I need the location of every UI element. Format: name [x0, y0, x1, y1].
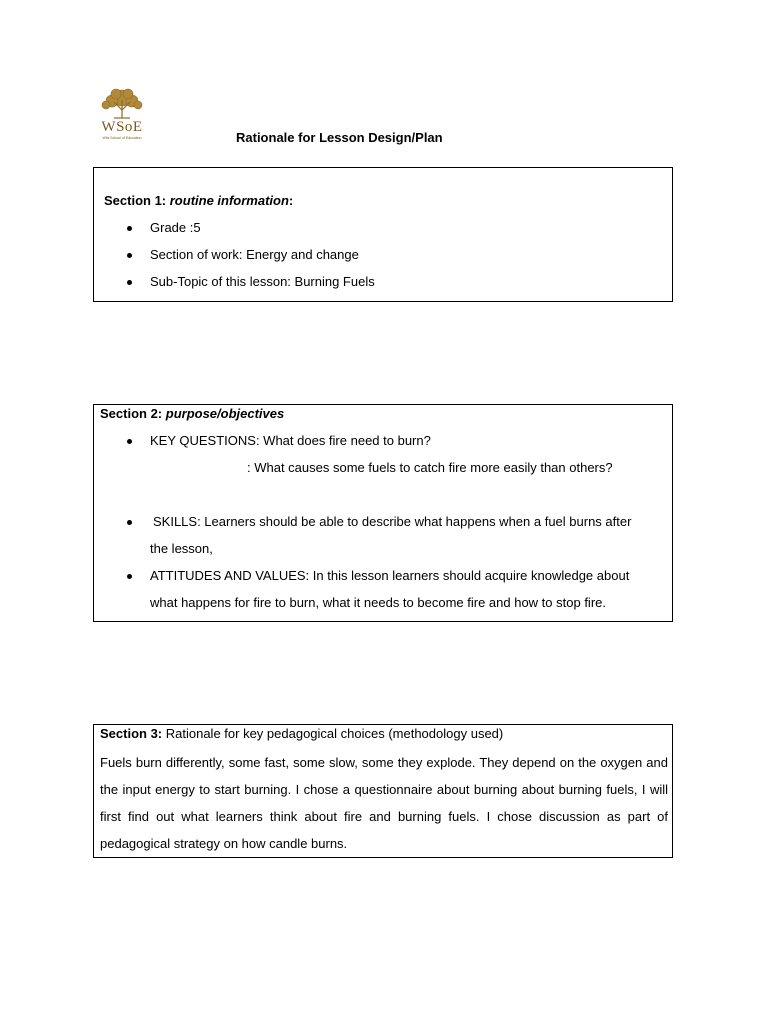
- list-item: Sub-Topic of this lesson: Burning Fuels: [150, 274, 375, 289]
- bullet-icon: [127, 280, 132, 285]
- skills-line-2: the lesson,: [150, 541, 213, 556]
- section-3-heading: Section 3: Rationale for key pedagogical choices (methodology used): [100, 726, 504, 741]
- section-3-body: Fuels burn differently, some fast, some slow, some they explode. They depend on the oxygen and the input energy to start burning. I chose a questionnaire about burning about burning fuels, I will first find out what learners think about fire and burning fuels. I chose discussion as part of pedagogical strategy on how candle burns.: [100, 755, 668, 851]
- key-questions-continued: : What causes some fuels to catch fire more easily than others?: [247, 460, 613, 475]
- section-1-heading: Section 1: routine information:: [104, 193, 294, 208]
- bullet-icon: [127, 574, 132, 579]
- section-2-heading: Section 2: purpose/objectives: [100, 406, 285, 421]
- key-questions: KEY QUESTIONS: What does fire need to burn?: [150, 433, 431, 448]
- attitudes-line-2: what happens for fire to burn, what it needs to become fire and how to stop fire.: [150, 595, 606, 610]
- list-item: Section of work: Energy and change: [150, 247, 359, 262]
- bullet-icon: [127, 439, 132, 444]
- list-item: Grade :5: [150, 220, 201, 235]
- section-3-box: [93, 724, 673, 858]
- section-1-box: [93, 167, 673, 302]
- bullet-icon: [127, 226, 132, 231]
- logo-subtext: Wits School of Education: [102, 136, 142, 140]
- tree-icon: [96, 88, 148, 120]
- page-title: Rationale for Lesson Design/Plan: [236, 130, 443, 145]
- logo-text: WSoE: [101, 119, 143, 135]
- bullet-icon: [127, 253, 132, 258]
- attitudes-line-1: ATTITUDES AND VALUES: In this lesson learners should acquire knowledge about: [150, 568, 630, 583]
- section-2-box: [93, 404, 673, 622]
- bullet-icon: [127, 520, 132, 525]
- skills-line-1: SKILLS: Learners should be able to describe what happens when a fuel burns after: [153, 514, 632, 529]
